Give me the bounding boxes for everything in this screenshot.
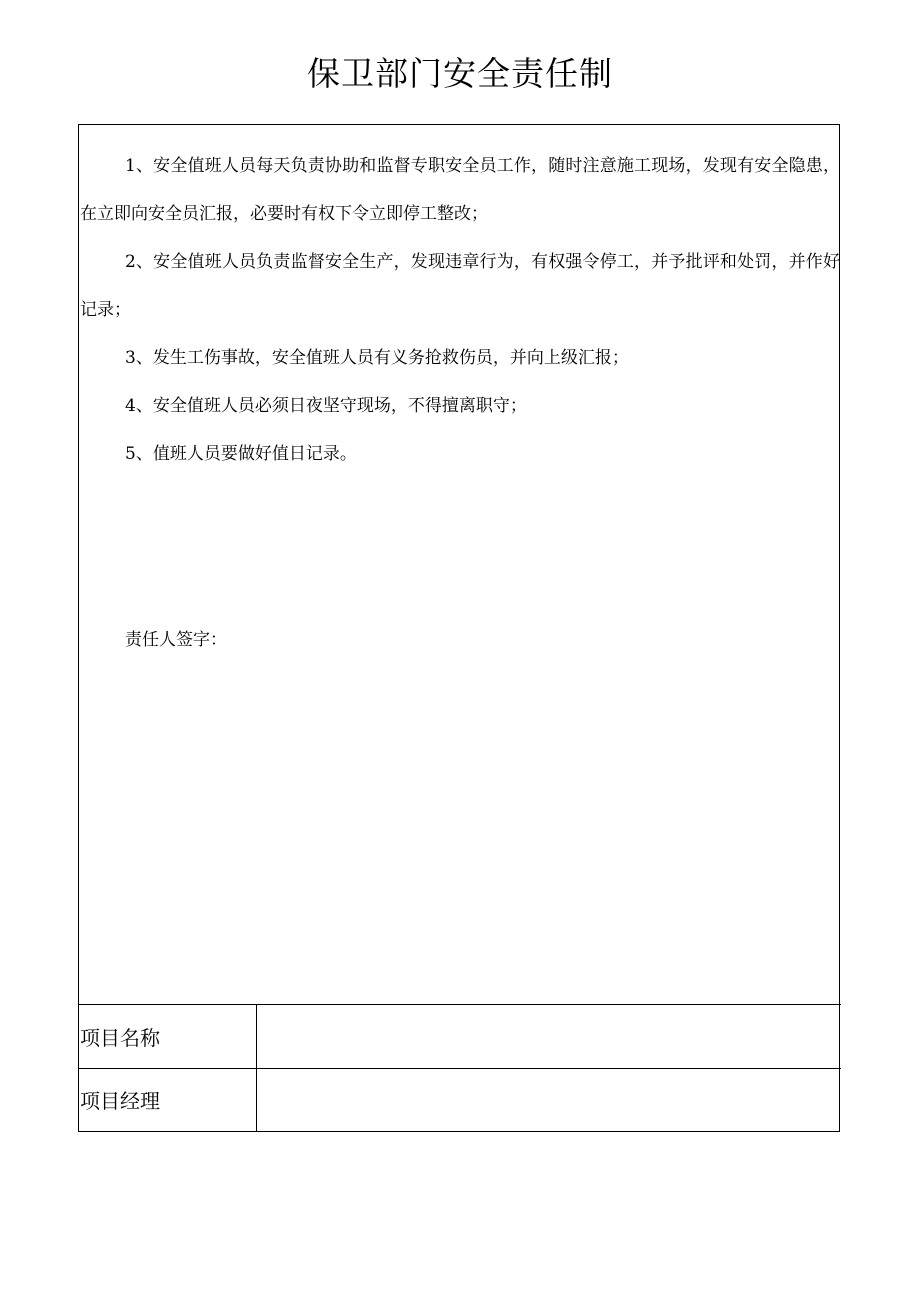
table-row bbox=[79, 1068, 841, 1131]
table-row bbox=[79, 1005, 841, 1068]
project-manager-value bbox=[256, 1068, 841, 1131]
clause-item: 1、安全值班人员每天负责协助和监督专职安全员工作，随时注意施工现场，发现有安全隐患，在立即向安全员汇报，必要时有权下令立即停工整改； bbox=[80, 156, 840, 224]
page-title: 保卫部门安全责任制 bbox=[307, 54, 613, 93]
clause-item: 5、值班人员要做好值日记录。 bbox=[125, 444, 357, 464]
responsibility-form bbox=[78, 124, 840, 1132]
clause-item: 2、安全值班人员负责监督安全生产，发现违章行为，有权强令停工，并予批评和处罚，并作好记录； bbox=[80, 252, 840, 320]
clause-item: 4、安全值班人员必须日夜坚守现场，不得擅离职守； bbox=[125, 396, 527, 416]
project-name-label: 项目名称 bbox=[79, 1005, 256, 1068]
clause-item: 3、发生工伤事故，安全值班人员有义务抢救伤员，并向上级汇报； bbox=[125, 348, 629, 368]
signature-label: 责任人签字： bbox=[125, 630, 227, 650]
project-name-value bbox=[256, 1005, 841, 1068]
clause-list bbox=[80, 142, 840, 478]
project-manager-label: 项目经理 bbox=[79, 1068, 256, 1131]
project-info-table bbox=[79, 1005, 841, 1131]
clauses-section bbox=[79, 125, 841, 1005]
